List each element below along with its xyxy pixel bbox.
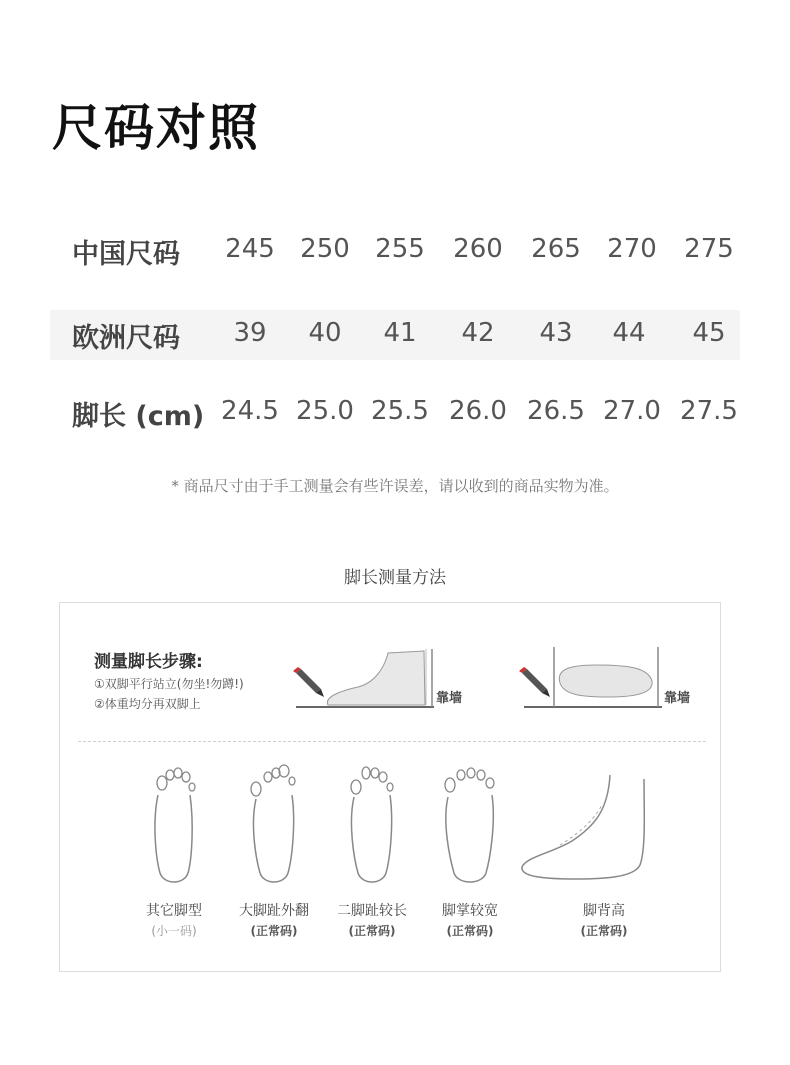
wall-label: 靠墙 — [436, 691, 463, 706]
pencil-icon — [293, 667, 324, 697]
size-cell: 27.0 — [603, 396, 661, 426]
foot-type-size-note: (正常码) — [446, 924, 494, 938]
foot-type-high-instep-icon — [516, 769, 656, 887]
size-cell: 24.5 — [221, 396, 279, 426]
foot-type-long-second-toe-icon — [344, 763, 400, 887]
row-label: 中国尺码 — [72, 239, 180, 270]
size-cell: 255 — [375, 234, 425, 264]
size-cell: 44 — [612, 318, 646, 348]
size-cell: 39 — [233, 318, 267, 348]
foot-type-size-note: (正常码) — [580, 924, 628, 938]
size-cell: 43 — [539, 318, 573, 348]
size-cell: 265 — [531, 234, 581, 264]
foot-type-label: 大脚趾外翻 — [239, 903, 309, 919]
size-cell: 40 — [308, 318, 342, 348]
size-cell: 45 — [692, 318, 726, 348]
foot-type-label: 脚掌较宽 — [442, 903, 498, 919]
size-row-cn — [50, 226, 740, 276]
foot-type-wide-icon — [440, 763, 500, 887]
foot-against-wall-illustration — [288, 639, 438, 713]
divider — [78, 741, 706, 742]
measurement-panel — [59, 602, 721, 972]
foot-type-bunion-icon — [246, 763, 302, 887]
foot-type-size-note: (正常码) — [250, 924, 298, 938]
size-cell: 25.5 — [371, 396, 429, 426]
size-row-eu — [50, 310, 740, 360]
step-1: ①双脚平行站立(勿坐!勿蹲!) — [94, 677, 244, 691]
foot-outline-illustration — [516, 639, 666, 713]
foot-type-size-note: (小一码) — [151, 924, 197, 938]
size-cell: 275 — [684, 234, 734, 264]
foot-type-other-icon — [146, 763, 202, 887]
method-title: 脚长测量方法 — [344, 568, 446, 588]
size-cell: 42 — [461, 318, 495, 348]
disclaimer-note: * 商品尺寸由于手工测量会有些许误差，请以收到的商品实物为准。 — [171, 477, 619, 495]
size-cell: 25.0 — [296, 396, 354, 426]
size-cell: 245 — [225, 234, 275, 264]
steps-title: 测量脚长步骤: — [94, 652, 203, 672]
foot-type-label: 其它脚型 — [146, 903, 202, 919]
size-cell: 26.0 — [449, 396, 507, 426]
size-cell: 26.5 — [527, 396, 585, 426]
step-2: ②体重均分再双脚上 — [94, 697, 201, 711]
foot-type-label: 二脚趾较长 — [337, 903, 407, 919]
pencil-icon — [519, 667, 550, 697]
foot-type-label: 脚背高 — [583, 903, 625, 919]
page-title: 尺码对照 — [52, 99, 260, 157]
foot-type-size-note: (正常码) — [348, 924, 396, 938]
size-cell: 27.5 — [680, 396, 738, 426]
size-cell: 41 — [383, 318, 417, 348]
row-label: 欧洲尺码 — [72, 323, 180, 354]
size-cell: 270 — [607, 234, 657, 264]
size-row-foot-length — [50, 388, 740, 438]
size-cell: 250 — [300, 234, 350, 264]
row-label: 脚长 (cm) — [72, 401, 205, 432]
wall-label: 靠墙 — [664, 691, 691, 706]
size-cell: 260 — [453, 234, 503, 264]
